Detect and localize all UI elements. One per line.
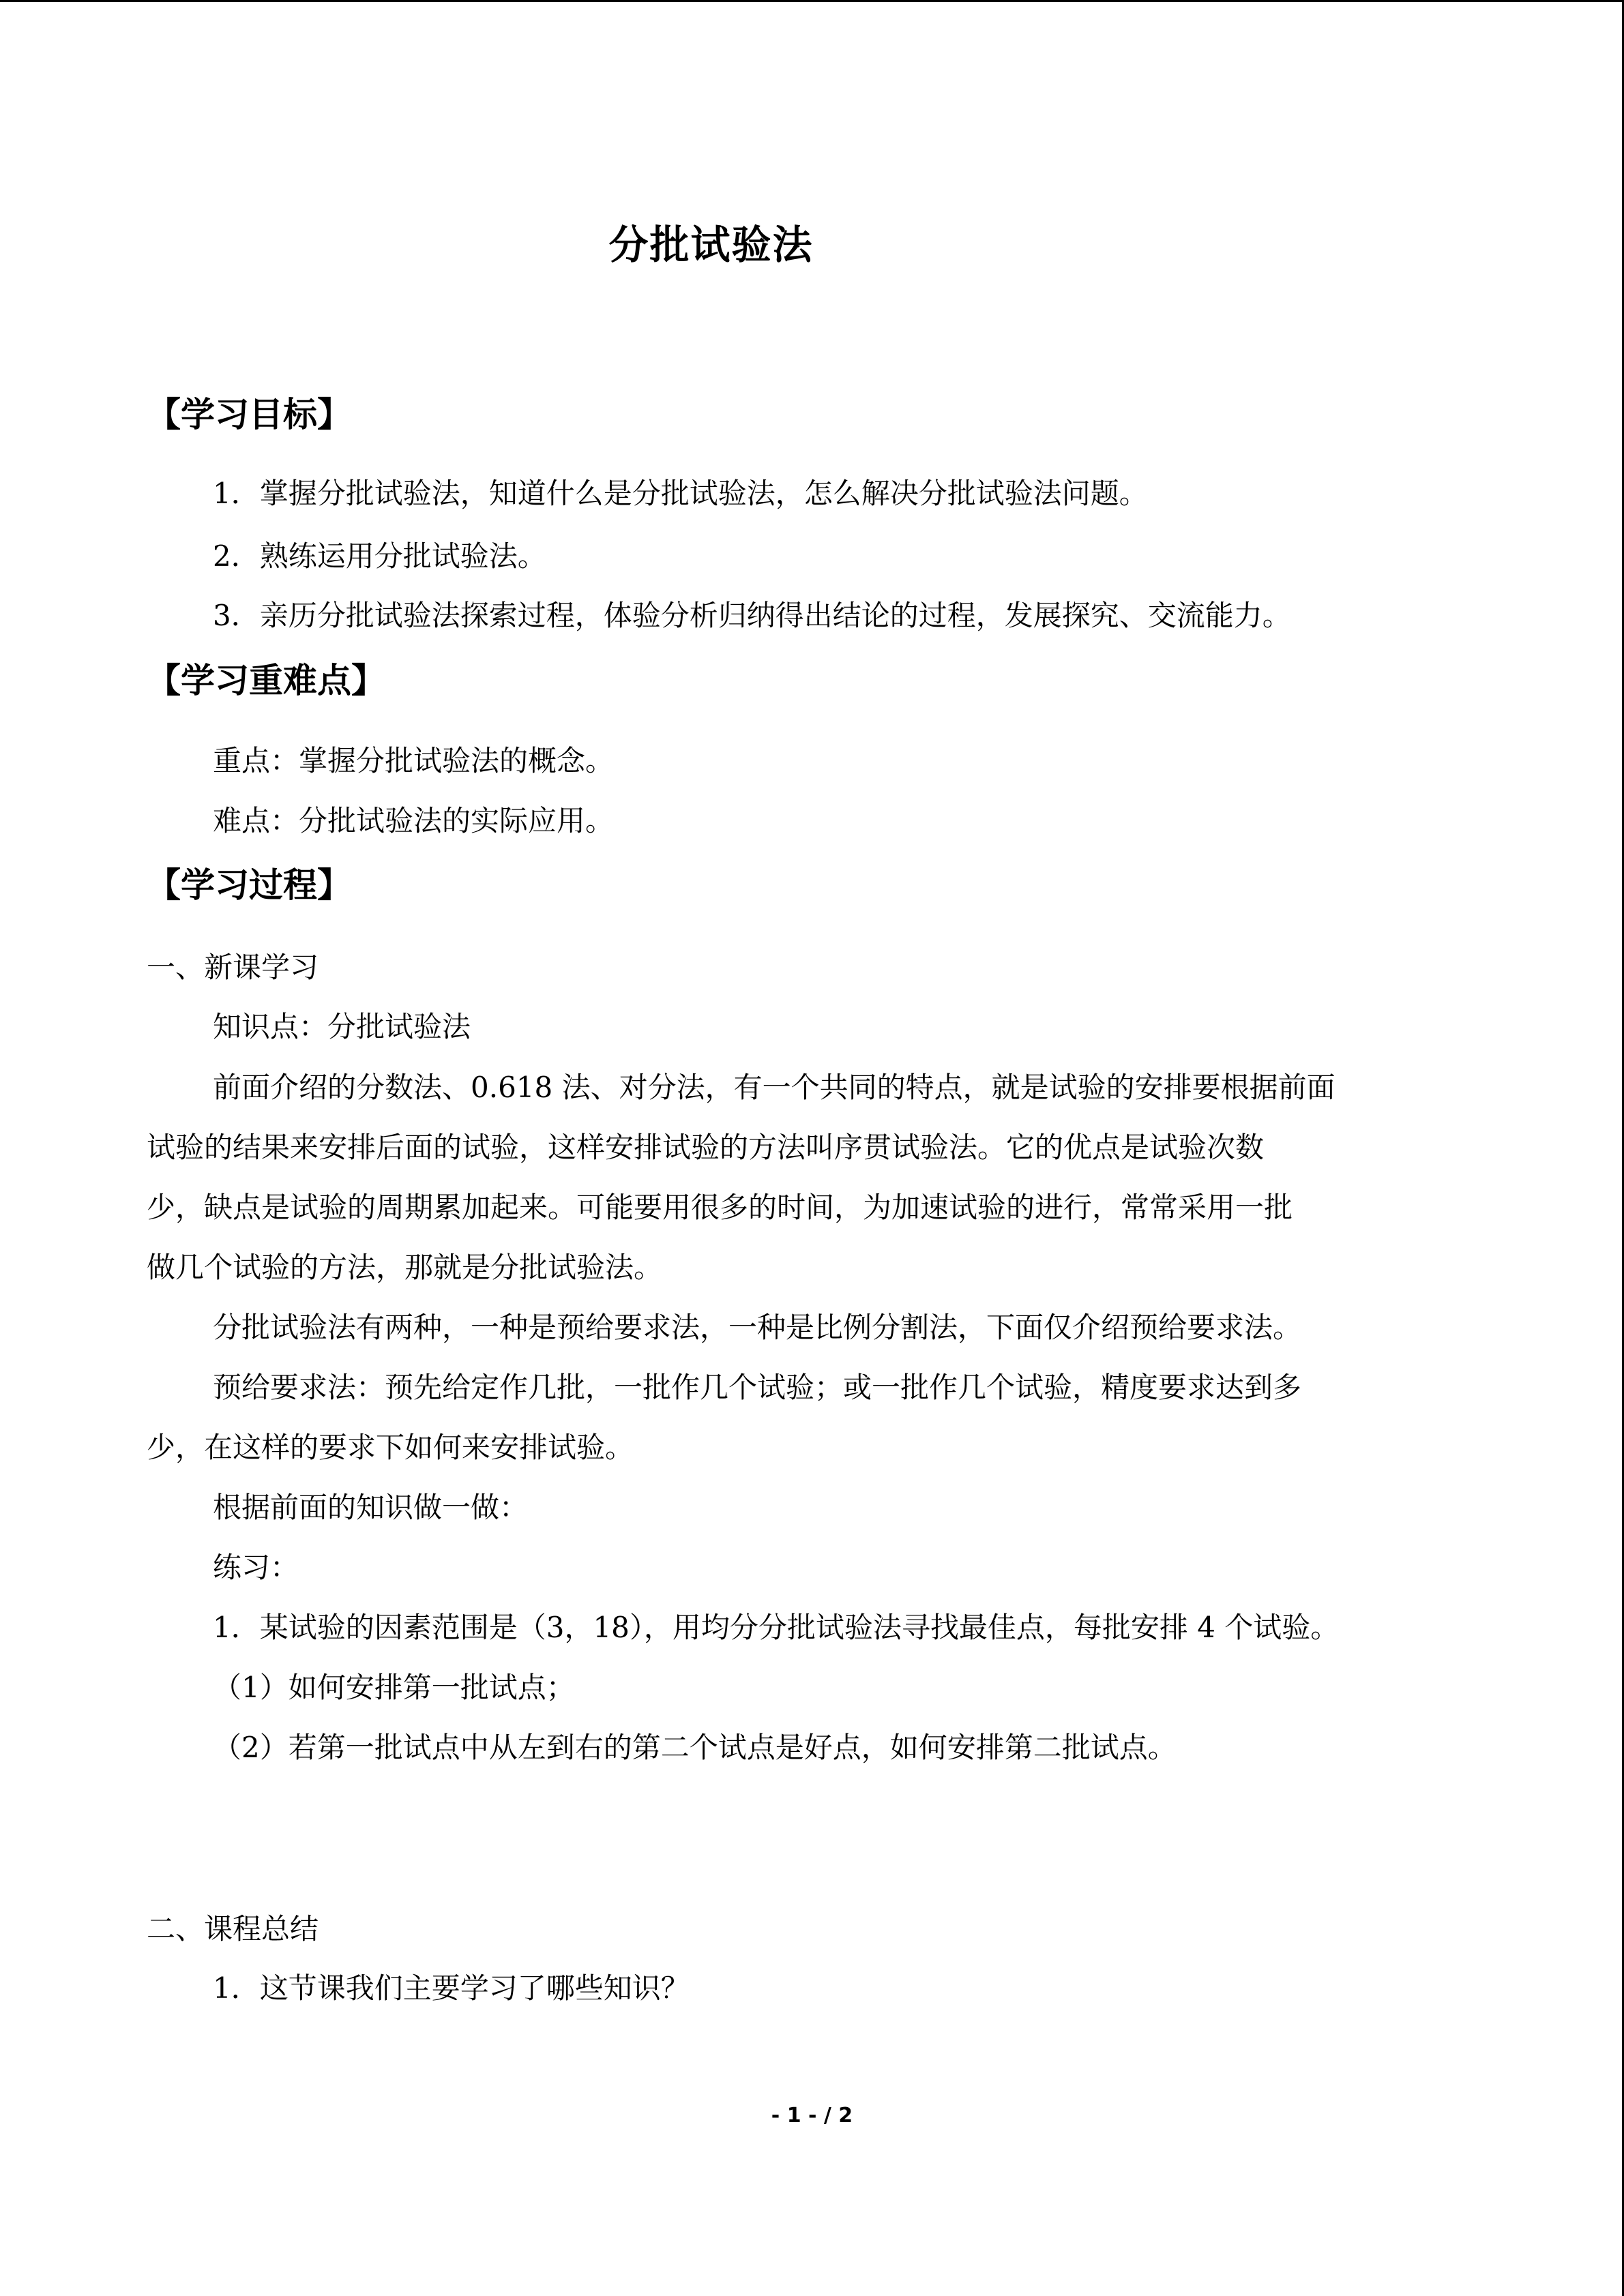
knowledge-point: 知识点：分批试验法 (213, 1010, 471, 1043)
objectives-heading: 【学习目标】 (147, 395, 351, 434)
para3-line-2: 少，在这样的要求下如何来安排试验。 (147, 1431, 634, 1464)
key-point-2: 难点：分批试验法的实际应用。 (213, 804, 615, 837)
para1-line-3: 少，缺点是试验的周期累加起来。可能要用很多的时间，为加速试验的进行，常常采用一批 (147, 1191, 1293, 1224)
exercise-1-question-2: （2）若第一批试点中从左到右的第二个试点是好点，如何安排第二批试点。 (213, 1731, 1177, 1764)
para1-line-4: 做几个试验的方法，那就是分批试验法。 (147, 1251, 663, 1284)
objective-item-3: 3．亲历分批试验法探索过程，体验分析归纳得出结论的过程，发展探究、交流能力。 (213, 599, 1291, 632)
objective-item-1: 1．掌握分批试验法，知道什么是分批试验法，怎么解决分批试验法问题。 (213, 477, 1148, 510)
part2-title: 二、课程总结 (147, 1912, 319, 1945)
part1-title: 一、新课学习 (147, 951, 319, 984)
page-number: - 1 - / 2 (771, 2104, 853, 2128)
practice-intro: 根据前面的知识做一做： (213, 1491, 529, 1524)
key-point-1: 重点：掌握分批试验法的概念。 (213, 744, 615, 777)
objective-item-2: 2．熟练运用分批试验法。 (213, 539, 546, 573)
para1-line-1: 前面介绍的分数法、0.618 法、对分法，有一个共同的特点，就是试验的安排要根据前面 (213, 1071, 1335, 1104)
summary-question-1: 1．这节课我们主要学习了哪些知识？ (213, 1971, 690, 2005)
para3-line-1: 预给要求法：预先给定作几批，一批作几个试验；或一批作几个试验，精度要求达到多 (213, 1371, 1302, 1404)
exercise-1-question-1: （1）如何安排第一批试点； (213, 1671, 575, 1704)
practice-label: 练习： (213, 1551, 299, 1584)
process-heading: 【学习过程】 (147, 865, 351, 905)
exercise-1: 1．某试验的因素范围是（3，18），用均分分批试验法寻找最佳点，每批安排 4 个试验。 (213, 1611, 1340, 1644)
para1-line-2: 试验的结果来安排后面的试验，这样安排试验的方法叫序贯试验法。它的优点是试验次数 (147, 1131, 1265, 1164)
key-points-heading: 【学习重难点】 (147, 661, 385, 700)
para2: 分批试验法有两种，一种是预给要求法，一种是比例分割法，下面仅介绍预给要求法。 (213, 1311, 1302, 1344)
document-title: 分批试验法 (608, 222, 814, 268)
